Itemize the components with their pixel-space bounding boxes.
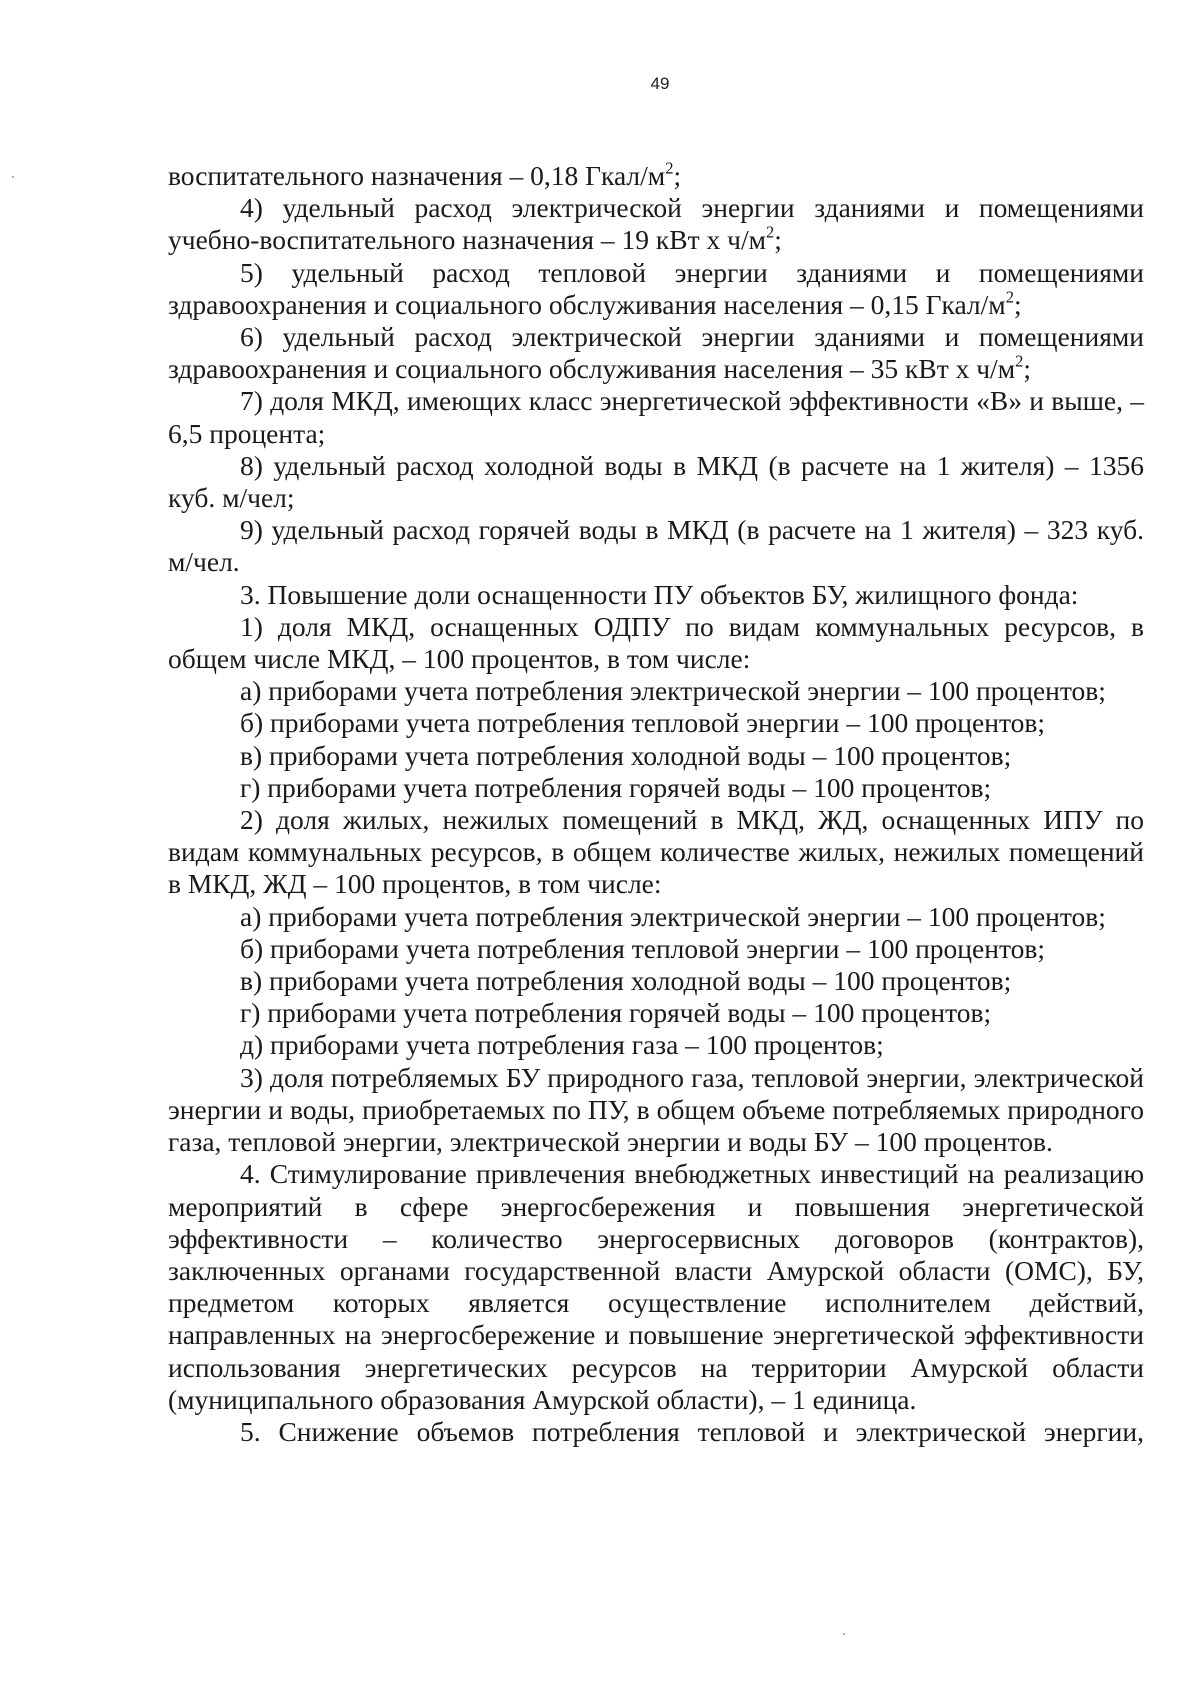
paragraph-text: 3) доля потребляемых БУ природного газа, тепловой энергии, электрической энергии и воды, приобретаемых по ПУ, в общем объеме потребляемых природного газа, тепловой энергии, электрической энергии и воды БУ – 100 процентов. bbox=[168, 1061, 1144, 1158]
paragraph-text: 3. Повышение доли оснащенности ПУ объектов БУ, жилищного фонда: bbox=[240, 578, 1079, 610]
paragraph-text: 8) удельный расход холодной воды в МКД (в расчете на 1 жителя) – 1356 куб. м/чел; bbox=[168, 449, 1144, 514]
paragraph-text: воспитательного назначения – 0,18 Гкал/м bbox=[168, 160, 666, 191]
paragraph bbox=[168, 385, 1144, 449]
paragraph-text: б) приборами учета потребления тепловой энергии – 100 процентов; bbox=[240, 707, 1045, 739]
paragraph bbox=[168, 933, 1144, 965]
paragraph-text: 5. Снижение объемов потребления тепловой и электрической энергии, bbox=[240, 1415, 1144, 1447]
paragraph bbox=[168, 160, 1144, 192]
paragraph-punctuation: ; bbox=[774, 224, 782, 256]
paragraph-text: а) приборами учета потребления электрической энергии – 100 процентов; bbox=[240, 900, 1106, 932]
paragraph bbox=[168, 901, 1144, 933]
paragraph-text: 1) доля МКД, оснащенных ОДПУ по видам коммунальных ресурсов, в общем числе МКД, – 100 процентов, в том числе: bbox=[168, 610, 1144, 675]
paragraph-text: д) приборами учета потребления газа – 100 процентов; bbox=[240, 1029, 884, 1061]
paragraph-text: г) приборами учета потребления горячей воды – 100 процентов; bbox=[240, 997, 992, 1029]
paragraph-text: в) приборами учета потребления холодной воды – 100 процентов; bbox=[240, 739, 1012, 771]
superscript: 2 bbox=[766, 222, 775, 242]
superscript: 2 bbox=[1015, 351, 1024, 371]
superscript: 2 bbox=[665, 158, 674, 178]
paragraph bbox=[168, 997, 1144, 1029]
paragraph bbox=[168, 1416, 1144, 1448]
paragraph bbox=[168, 675, 1144, 707]
paragraph-text: 5) удельный расход тепловой энергии зданиями и помещениями здравоохранения и социального обслуживания населения – 0,15 Гкал/м bbox=[168, 256, 1144, 320]
paragraph-text: 4) удельный расход электрической энергии зданиями и помещениями учебно-воспитательного назначения – 19 кВт х ч/м bbox=[168, 192, 1144, 256]
paragraph bbox=[168, 707, 1144, 739]
paragraph bbox=[168, 965, 1144, 997]
document-body bbox=[168, 160, 1144, 1448]
paragraph bbox=[168, 772, 1144, 804]
scan-speck bbox=[843, 1633, 845, 1635]
paragraph bbox=[168, 192, 1144, 256]
paragraph-text: а) приборами учета потребления электрической энергии – 100 процентов; bbox=[240, 675, 1106, 707]
paragraph bbox=[168, 321, 1144, 385]
paragraph-punctuation: ; bbox=[673, 160, 682, 191]
superscript: 2 bbox=[1005, 287, 1014, 307]
paragraph bbox=[168, 514, 1144, 578]
paragraph bbox=[168, 1062, 1144, 1159]
paragraph-text: 9) удельный расход горячей воды в МКД (в расчете на 1 жителя) – 323 куб. м/чел. bbox=[168, 514, 1144, 578]
paragraph-punctuation: ; bbox=[1023, 353, 1031, 385]
paragraph-text: 2) доля жилых, нежилых помещений в МКД, ЖД, оснащенных ИПУ по видам коммунальных ресурсов, в общем количестве жилых, нежилых помещений в МКД, ЖД – 100 процентов, в том числе: bbox=[168, 804, 1144, 900]
page-number: 49 bbox=[650, 74, 670, 93]
paragraph bbox=[168, 804, 1144, 901]
paragraph bbox=[168, 579, 1144, 611]
paragraph-text: в) приборами учета потребления холодной воды – 100 процентов; bbox=[240, 965, 1012, 997]
paragraph-text: 4. Стимулирование привлечения внебюджетных инвестиций на реализацию мероприятий в сфере энергосбережения и повышения энергетической эффективности – количество энергосервисных договоров (контрактов), заключенных органами государственной власти Амурской области (ОМС), БУ, предметом которых является осуществление исполнителем действий, направленных на энергосбережение и повышение энергетической эффективности использования энергетических ресурсов на территории Амурской области (муниципального образования Амурской области), – 1 единица. bbox=[168, 1158, 1144, 1415]
paragraph-text: 6) удельный расход электрической энергии зданиями и помещениями здравоохранения и социального обслуживания населения – 35 кВт х ч/м bbox=[168, 321, 1144, 385]
paragraph bbox=[168, 1029, 1144, 1061]
scan-speck bbox=[12, 176, 14, 178]
paragraph bbox=[168, 740, 1144, 772]
paragraph bbox=[168, 257, 1144, 321]
paragraph bbox=[168, 450, 1144, 514]
paragraph bbox=[168, 611, 1144, 675]
paragraph-punctuation: ; bbox=[1013, 288, 1022, 320]
paragraph-text: б) приборами учета потребления тепловой энергии – 100 процентов; bbox=[240, 932, 1045, 964]
paragraph-text: г) приборами учета потребления горячей воды – 100 процентов; bbox=[240, 771, 992, 803]
paragraph bbox=[168, 1158, 1144, 1416]
paragraph-text: 7) доля МКД, имеющих класс энергетической эффективности «В» и выше, – 6,5 процента; bbox=[168, 385, 1144, 449]
